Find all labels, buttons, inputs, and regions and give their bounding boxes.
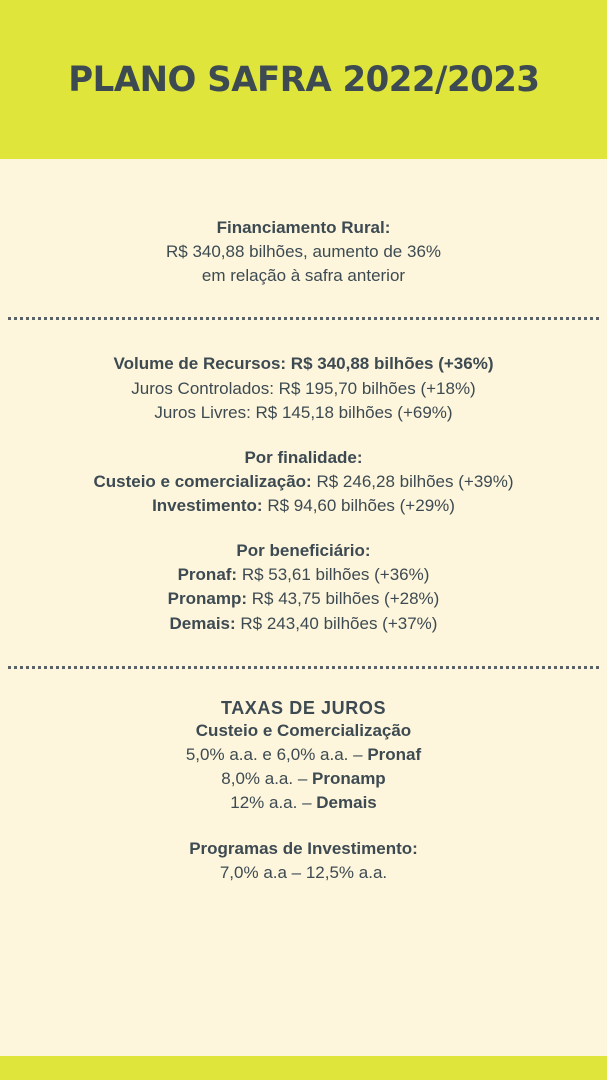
investimento-heading: Programas de Investimento:: [189, 839, 418, 859]
main-content: [0, 159, 607, 1056]
footer-banner: [0, 1056, 607, 1080]
finalidade-item-custeio-label: Custeio e comercialização:: [93, 471, 312, 491]
custeio-item-demais-value: 12% a.a. –: [230, 793, 317, 812]
group-volume-recursos: [0, 352, 607, 424]
bottom-spacer: [0, 885, 607, 1056]
finalidade-item-custeio: [0, 470, 607, 494]
custeio-item-pronaf: [0, 743, 607, 767]
custeio-item-pronaf-label: Pronaf: [367, 744, 422, 764]
section-recursos: [0, 320, 607, 635]
financiamento-heading: Financiamento Rural:: [216, 218, 391, 237]
finalidade-item-investimento: [0, 494, 607, 518]
page-title: PLANO SAFRA 2022/2023: [67, 59, 540, 100]
beneficiario-item-pronaf-value: R$ 53,61 bilhões (+36%): [237, 565, 430, 585]
header-banner: [0, 0, 607, 159]
custeio-item-pronaf-value: 5,0% a.a. e 6,0% a.a. –: [185, 744, 368, 764]
financiamento-line-1: R$ 340,88 bilhões, aumento de 36%: [165, 242, 442, 262]
por-finalidade-heading: Por finalidade:: [244, 447, 363, 467]
beneficiario-item-demais-value: R$ 243,40 bilhões (+37%): [235, 613, 438, 633]
juros-livres-item: Juros Livres: R$ 145,18 bilhões (+69%): [154, 402, 453, 422]
divider-2: [8, 666, 599, 669]
finalidade-item-investimento-label: Investimento:: [152, 496, 263, 515]
financiamento-line-2: em relação à safra anterior: [201, 266, 406, 286]
section-financiamento-rural: [0, 159, 607, 288]
taxas-de-juros-title: TAXAS DE JUROS: [220, 697, 387, 718]
volume-recursos-heading: Volume de Recursos: R$ 340,88 bilhões (+36%): [113, 354, 494, 374]
beneficiario-item-demais: [0, 612, 607, 636]
finalidade-item-custeio-value: R$ 246,28 bilhões (+39%): [311, 471, 514, 491]
group-programas-investimento: [0, 837, 607, 885]
investimento-value: 7,0% a.a – 12,5% a.a.: [219, 863, 388, 883]
beneficiario-item-pronaf: [0, 563, 607, 587]
section-taxas-de-juros: [0, 669, 607, 886]
custeio-item-pronamp-label: Pronamp: [312, 768, 386, 788]
divider-1: [8, 317, 599, 320]
beneficiario-item-pronamp-value: R$ 43,75 bilhões (+28%): [247, 589, 440, 609]
custeio-item-demais-label: Demais: [316, 793, 377, 812]
custeio-item-pronamp: [0, 767, 607, 791]
custeio-item-demais: [0, 791, 607, 815]
group-custeio-comercializacao: [0, 719, 607, 816]
group-por-finalidade: [0, 446, 607, 518]
beneficiario-item-pronamp: [0, 587, 607, 611]
group-por-beneficiario: [0, 539, 607, 636]
beneficiario-item-pronaf-label: Pronaf:: [177, 565, 238, 585]
custeio-item-pronamp-value: 8,0% a.a. –: [221, 768, 313, 788]
custeio-heading: Custeio e Comercialização: [195, 720, 412, 740]
beneficiario-item-demais-label: Demais:: [169, 613, 236, 633]
beneficiario-item-pronamp-label: Pronamp:: [167, 589, 248, 609]
finalidade-item-investimento-value: R$ 94,60 bilhões (+29%): [262, 496, 455, 515]
por-beneficiario-heading: Por beneficiário:: [236, 541, 371, 561]
juros-controlados-item: Juros Controlados: R$ 195,70 bilhões (+18%): [131, 378, 476, 398]
